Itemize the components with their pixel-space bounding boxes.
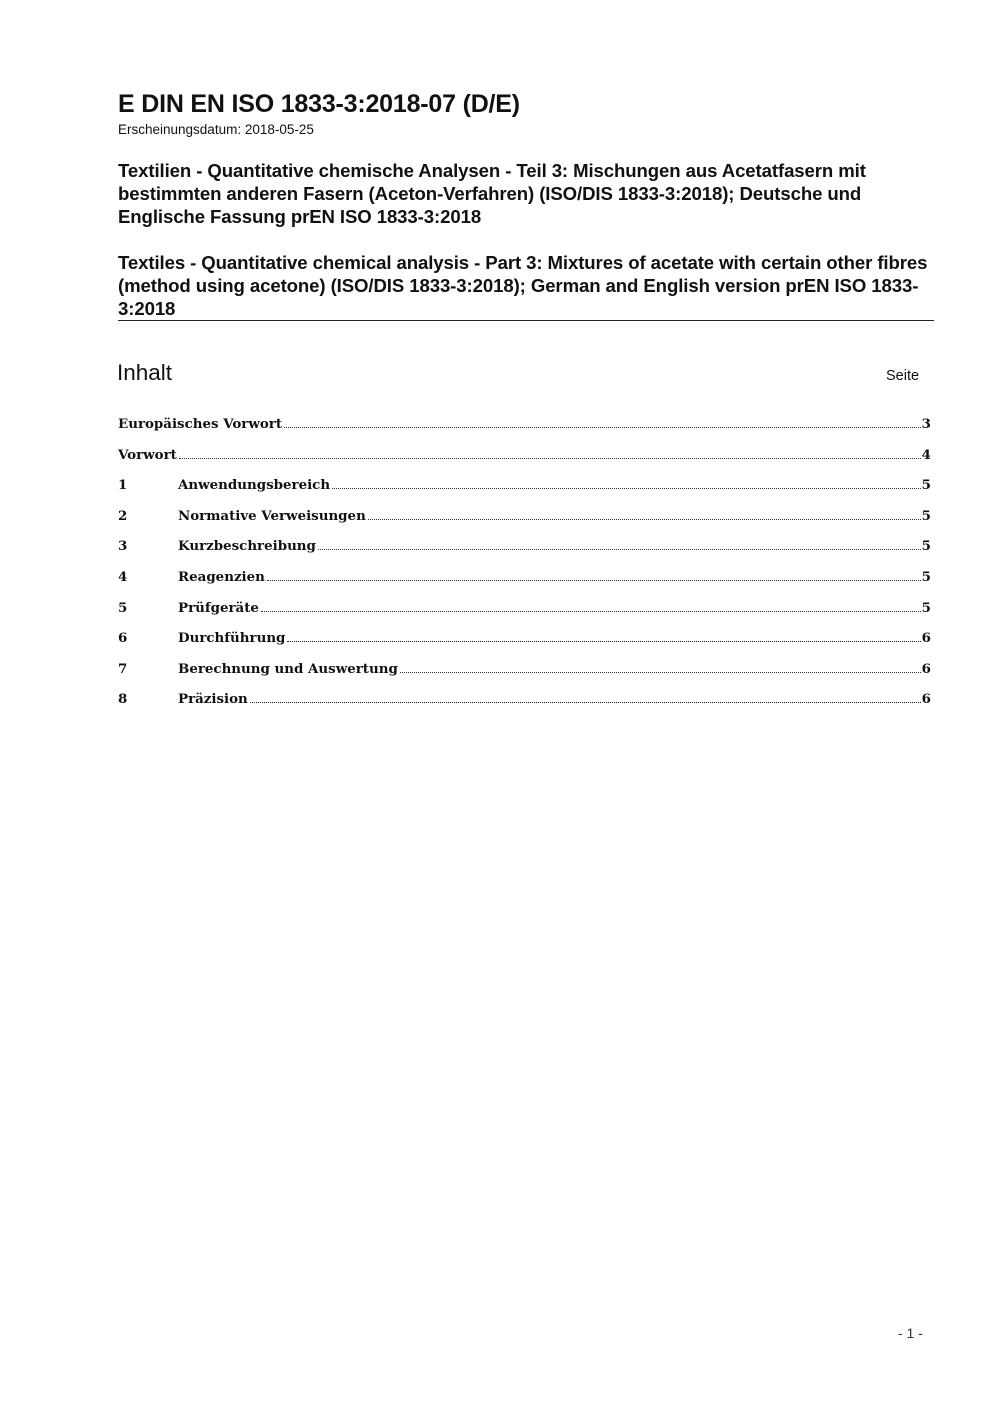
- toc-dot-leader: [287, 641, 920, 642]
- toc-dot-leader: [261, 611, 921, 612]
- title-divider: [118, 320, 934, 321]
- toc-entry-reagents[interactable]: [118, 569, 931, 600]
- toc-entry-number: 2: [118, 507, 128, 524]
- toc-entry-page: 5: [921, 538, 931, 555]
- toc-dot-leader: [179, 458, 921, 459]
- toc-entry-normative-references[interactable]: [118, 508, 931, 539]
- toc-entry-foreword[interactable]: [118, 447, 931, 478]
- toc-dot-leader: [332, 488, 921, 489]
- page-number: - 1 -: [898, 1325, 923, 1341]
- publication-date: Erscheinungsdatum: 2018-05-25: [118, 122, 314, 137]
- toc-dot-leader: [368, 519, 921, 520]
- toc-entry-page: 5: [921, 599, 931, 616]
- toc-entry-title: Durchführung: [178, 630, 286, 647]
- toc-entry-number: 7: [118, 660, 128, 677]
- table-of-contents: [118, 416, 931, 722]
- toc-page-column-label: Seite: [886, 368, 920, 384]
- toc-entry-title: Prüfgeräte: [178, 599, 259, 616]
- toc-entry-number: 3: [118, 538, 128, 555]
- title-english: Textiles - Quantitative chemical analysis - Part 3: Mixtures of acetate with certain other fibres (method using acetone) (ISO/DIS 1833-3:2018); German and English version prEN ISO 1833-3:2018: [118, 252, 928, 319]
- toc-entry-scope[interactable]: [118, 477, 931, 508]
- toc-entry-title: Europäisches Vorwort: [118, 416, 283, 432]
- toc-entry-title: Reagenzien: [178, 568, 265, 585]
- toc-entry-apparatus[interactable]: [118, 600, 931, 631]
- toc-dot-leader: [318, 549, 921, 550]
- toc-entry-page: 5: [921, 507, 931, 524]
- toc-entry-page: 5: [921, 477, 931, 494]
- toc-entry-page: 5: [921, 568, 931, 585]
- toc-dot-leader: [284, 427, 921, 428]
- toc-entry-european-foreword[interactable]: [118, 416, 931, 447]
- toc-entry-precision[interactable]: [118, 691, 931, 722]
- toc-entry-page: 6: [921, 660, 931, 677]
- title-german: Textilien - Quantitative chemische Analysen - Teil 3: Mischungen aus Acetatfasern mit bestimmten anderen Fasern (Aceton-Verfahren) (ISO/DIS 1833-3:2018); Deutsche und Englische Fassung prEN ISO 1833-3:2018: [118, 160, 866, 227]
- toc-heading: Inhalt: [117, 360, 173, 385]
- toc-entry-number: 4: [118, 568, 128, 585]
- toc-entry-page: 4: [921, 446, 931, 463]
- toc-entry-title: Präzision: [178, 691, 248, 708]
- toc-entry-test-procedure[interactable]: [118, 630, 931, 661]
- toc-entry-page: 6: [921, 691, 931, 708]
- document-id: E DIN EN ISO 1833-3:2018-07 (D/E): [118, 90, 520, 118]
- toc-entry-number: 6: [118, 630, 128, 647]
- toc-dot-leader: [250, 702, 921, 703]
- toc-entry-calculation[interactable]: [118, 661, 931, 692]
- toc-entry-number: 8: [118, 691, 128, 708]
- toc-dot-leader: [267, 580, 921, 581]
- toc-entry-title: Berechnung und Auswertung: [178, 660, 398, 677]
- toc-entry-page: 6: [921, 630, 931, 647]
- toc-entry-page: 3: [921, 416, 931, 432]
- toc-entry-title: Vorwort: [118, 446, 177, 463]
- toc-entry-title: Normative Verweisungen: [178, 507, 366, 524]
- toc-entry-number: 5: [118, 599, 128, 616]
- toc-entry-title: Anwendungsbereich: [178, 477, 331, 494]
- toc-entry-number: 1: [118, 477, 128, 494]
- toc-entry-principle[interactable]: [118, 538, 931, 569]
- toc-dot-leader: [400, 672, 921, 673]
- toc-entry-title: Kurzbeschreibung: [178, 538, 316, 555]
